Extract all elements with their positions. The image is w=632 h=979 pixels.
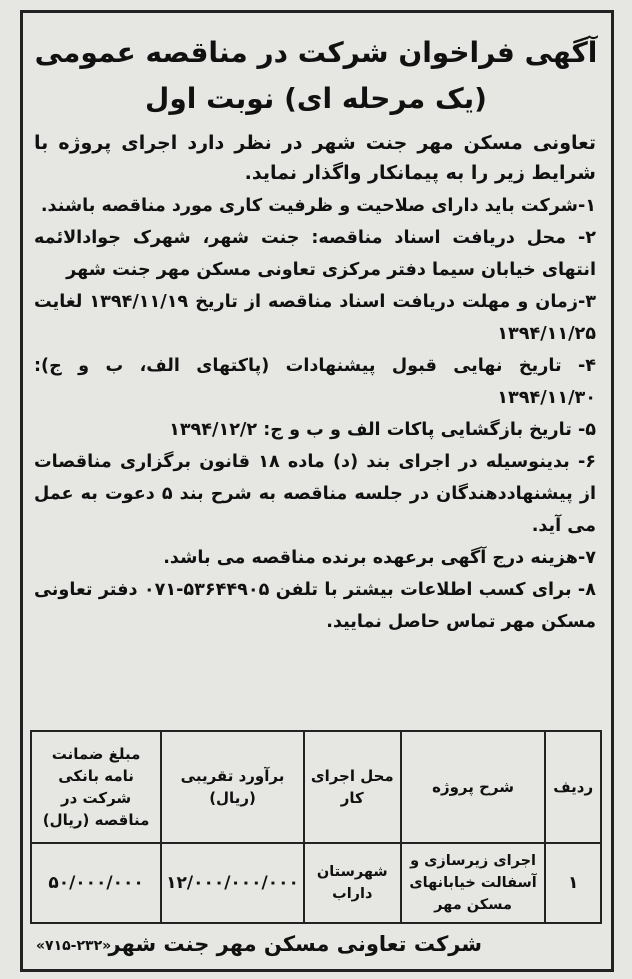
cell-guarantee: ۵۰/۰۰۰/۰۰۰ bbox=[31, 843, 161, 923]
condition-item-3: ۳-زمان و مهلت دریافت اسناد مناقصه از تاریخ ۱۳۹۴/۱۱/۱۹ لغایت ۱۳۹۴/۱۱/۲۵ bbox=[34, 292, 596, 344]
ad-code: «۷۱۵-۲۳۲» bbox=[36, 938, 112, 954]
table-row bbox=[31, 843, 601, 923]
intro-text: تعاونی مسکن مهر جنت شهر در نظر دارد اجرای پروژه با شرایط زیر را به پیمانکار واگذار نماید. bbox=[34, 132, 596, 184]
cell-estimate: ۱۲/۰۰۰/۰۰۰/۰۰۰ bbox=[161, 843, 304, 923]
condition-item-6: ۶- بدینوسیله در اجرای بند (د) ماده ۱۸ قانون برگزاری مناقصات از پیشنهاددهندگان در جلسه مناقصه به شرح بند ۵ دعوت به عمل می آید. bbox=[34, 452, 597, 536]
condition-item-8: ۸- برای کسب اطلاعات بیشتر با تلفن ۵۳۶۴۴۹۰۵-۰۷۱ دفتر تعاونی مسکن مهر تماس حاصل نمایید. bbox=[34, 580, 596, 632]
header-row-number: ردیف bbox=[545, 731, 601, 843]
cell-execution-place: شهرستان داراب bbox=[304, 843, 401, 923]
header-execution-place: محل اجرای کار bbox=[304, 731, 401, 843]
table-header-row bbox=[31, 731, 601, 843]
cell-row-number: ۱ bbox=[545, 843, 601, 923]
condition-item-1: ۱-شرکت باید دارای صلاحیت و ظرفیت کاری مورد مناقصه باشند. bbox=[40, 196, 596, 216]
project-table bbox=[30, 730, 602, 924]
condition-item-5: ۵- تاریخ بازگشایی پاکات الف و ب و ج: ۱۳۹۴/۱۲/۲ bbox=[169, 420, 596, 440]
header-estimate: برآورد تقریبی (ریال) bbox=[161, 731, 304, 843]
header-project-description: شرح پروژه bbox=[401, 731, 546, 843]
header-guarantee: مبلغ ضمانت نامه بانکی شرکت در مناقصه (ریال) bbox=[31, 731, 161, 843]
company-name: شرکت تعاونی مسکن مهر جنت شهر bbox=[108, 932, 482, 956]
cell-project-description: اجرای زیرسازی و آسفالت خیابانهای مسکن مهر bbox=[401, 843, 546, 923]
condition-item-7: ۷-هزینه درج آگهی برعهده برنده مناقصه می باشد. bbox=[163, 548, 596, 568]
ad-subtitle: (یک مرحله ای) نوبت اول bbox=[145, 82, 487, 115]
ad-body bbox=[34, 128, 596, 638]
ad-title: آگهی فراخوان شرکت در مناقصه عمومی bbox=[34, 36, 598, 69]
condition-item-4: ۴- تاریخ نهایی قبول پیشنهادات (پاکتهای الف، ب و ج): ۱۳۹۴/۱۱/۳۰ bbox=[34, 356, 596, 408]
condition-item-2: ۲- محل دریافت اسناد مناقصه: جنت شهر، شهرک جوادالائمه انتهای خیابان سیما دفتر مرکزی تعاونی مسکن مهر جنت شهر bbox=[34, 228, 596, 280]
ad-footer bbox=[30, 930, 602, 966]
